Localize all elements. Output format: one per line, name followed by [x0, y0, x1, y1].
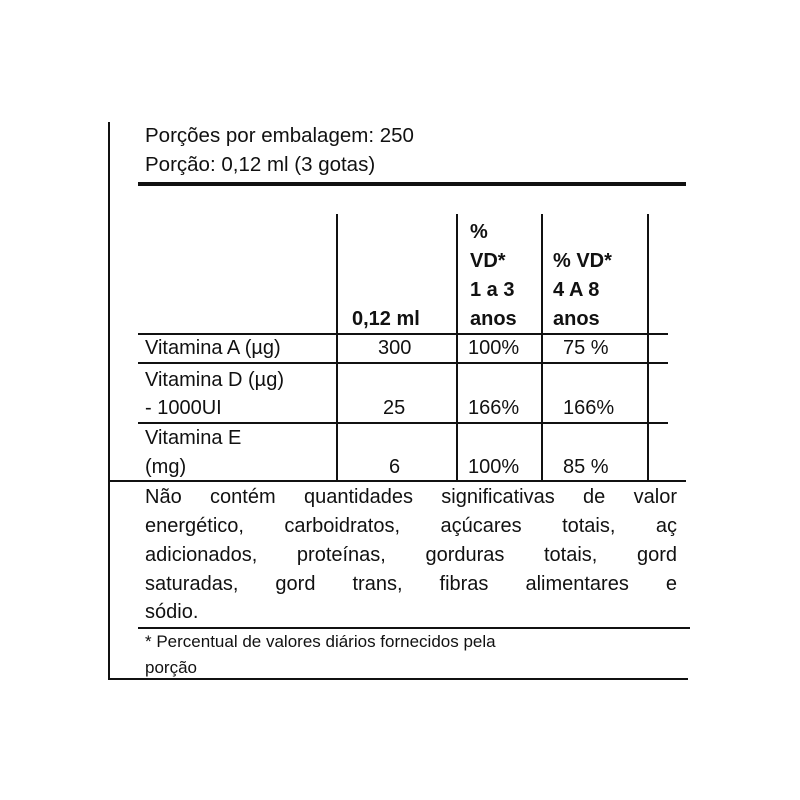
note-line-2: energético, carboidratos, açúcares totais, aç — [145, 515, 677, 537]
row-vitamin-a-name: Vitamina A (µg) — [145, 337, 281, 359]
header-dv-4-8-line2: 4 A 8 — [553, 279, 600, 301]
row-vitamin-e-amount: 6 — [389, 456, 401, 478]
note-line-1: Não contém quantidades significativas de valor — [145, 486, 677, 508]
col-divider-4 — [647, 214, 649, 480]
col-divider-1 — [336, 214, 338, 480]
footnote-line-1: * Percentual de valores diários fornecidos pela — [145, 632, 496, 651]
col-divider-2 — [456, 214, 458, 480]
note-line-4: saturadas, gord trans, fibras alimentares e — [145, 573, 677, 595]
row-1-rule — [138, 362, 668, 364]
header-dv-4-8-line3: anos — [553, 308, 600, 330]
note-line-5: sódio. — [145, 601, 199, 623]
row-vitamin-a-amount: 300 — [378, 337, 412, 359]
row-vitamin-d-amount: 25 — [383, 397, 406, 419]
header-dv-1-3-line2: VD* — [470, 250, 506, 272]
header-dv-1-3-line3: 1 a 3 — [470, 279, 515, 301]
row-vitamin-d-name-line1: Vitamina D (µg) — [145, 369, 284, 391]
row-vitamin-d-dv-1-3: 166% — [468, 397, 520, 419]
servings-rule — [138, 182, 686, 186]
row-vitamin-e-dv-1-3: 100% — [468, 456, 520, 478]
footnote-line-2: porção — [145, 658, 197, 677]
header-amount: 0,12 ml — [352, 308, 420, 330]
row-vitamin-a-dv-1-3: 100% — [468, 337, 520, 359]
header-dv-4-8-line1: % VD* — [553, 250, 612, 272]
table-bottom-rule — [108, 480, 686, 482]
header-dv-1-3-line1: % — [470, 221, 488, 243]
row-vitamin-e-name-line2: (mg) — [145, 456, 187, 478]
row-vitamin-e-name-line1: Vitamina E — [145, 427, 242, 449]
row-vitamin-d-name-line2: - 1000UI — [145, 397, 222, 419]
row-vitamin-d-dv-4-8: 166% — [563, 397, 615, 419]
header-dv-1-3-line4: anos — [470, 308, 517, 330]
col-divider-3 — [541, 214, 543, 480]
note-line-3: adicionados, proteínas, gorduras totais, gord — [145, 544, 677, 566]
row-vitamin-a-dv-4-8: 75 % — [563, 337, 609, 359]
portion-size: Porção: 0,12 ml (3 gotas) — [145, 153, 376, 176]
servings-per-package: Porções por embalagem: 250 — [145, 124, 414, 147]
row-vitamin-e-dv-4-8: 85 % — [563, 456, 609, 478]
